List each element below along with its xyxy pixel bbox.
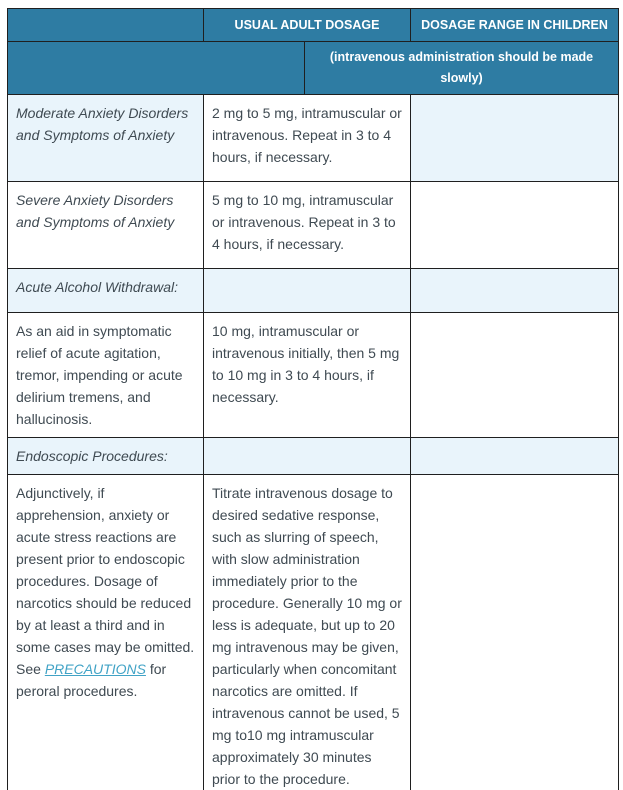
- adult-dosage-cell: [204, 269, 411, 313]
- indication-cell: Acute Alcohol Withdrawal:: [8, 269, 204, 313]
- header-iv-note-cell: (intravenous administration should be made slowly): [305, 42, 619, 95]
- children-dosage-cell: [411, 475, 619, 790]
- children-dosage-cell: [411, 95, 619, 182]
- header-cell-adult-dosage: USUAL ADULT DOSAGE: [204, 9, 411, 42]
- indication-cell: Severe Anxiety Disorders and Symptoms of Anxiety: [8, 182, 204, 269]
- precautions-link[interactable]: PRECAUTIONS: [44, 661, 146, 677]
- header-cell-indication: [8, 9, 204, 42]
- header-cell-children-dosage: DOSAGE RANGE IN CHILDREN: [411, 9, 619, 42]
- header-note-row: [8, 42, 619, 95]
- children-dosage-cell: [411, 269, 619, 313]
- adult-dosage-cell: Titrate intravenous dosage to desired sedative response, such as slurring of speech, with slow administration immediately prior to the procedure. Generally 10 mg or less is adequate, but up to 20 mg intravenous may be given, particularly when concomitant narcotics are omitted. If intravenous cannot be used, 5 mg to10 mg intramuscular approximately 30 minutes prior to the procedure.: [204, 475, 411, 790]
- indication-cell: Endoscopic Procedures:: [8, 438, 204, 475]
- children-dosage-cell: [411, 313, 619, 438]
- table-row: [8, 438, 619, 475]
- children-dosage-cell: [411, 438, 619, 475]
- children-dosage-cell: [411, 182, 619, 269]
- header-note-empty-cell: [8, 42, 305, 95]
- table-row: [8, 269, 619, 313]
- indication-text: for peroral procedures.: [16, 661, 167, 699]
- indication-cell: Moderate Anxiety Disorders and Symptoms of Anxiety: [8, 95, 204, 182]
- adult-dosage-cell: [204, 438, 411, 475]
- table-row: [8, 313, 619, 438]
- table-row: [8, 182, 619, 269]
- adult-dosage-cell: 10 mg, intramuscular or intravenous initially, then 5 mg to 10 mg in 3 to 4 hours, if necessary.: [204, 313, 411, 438]
- indication-cell: [8, 475, 204, 790]
- indication-text: Adjunctively, if apprehension, anxiety or acute stress reactions are present prior to endoscopic procedures. Dosage of narcotics should be reduced by at least a third and in some cases may be omitted. See: [16, 485, 195, 677]
- header-row: [8, 9, 619, 42]
- adult-dosage-cell: 2 mg to 5 mg, intramuscular or intravenous. Repeat in 3 to 4 hours, if necessary.: [204, 95, 411, 182]
- adult-dosage-cell: 5 mg to 10 mg, intramuscular or intravenous. Repeat in 3 to 4 hours, if necessary.: [204, 182, 411, 269]
- table-row: [8, 95, 619, 182]
- table-row: [8, 475, 619, 790]
- dosage-table: [7, 8, 619, 790]
- indication-cell: As an aid in symptomatic relief of acute agitation, tremor, impending or acute delirium tremens, and hallucinosis.: [8, 313, 204, 438]
